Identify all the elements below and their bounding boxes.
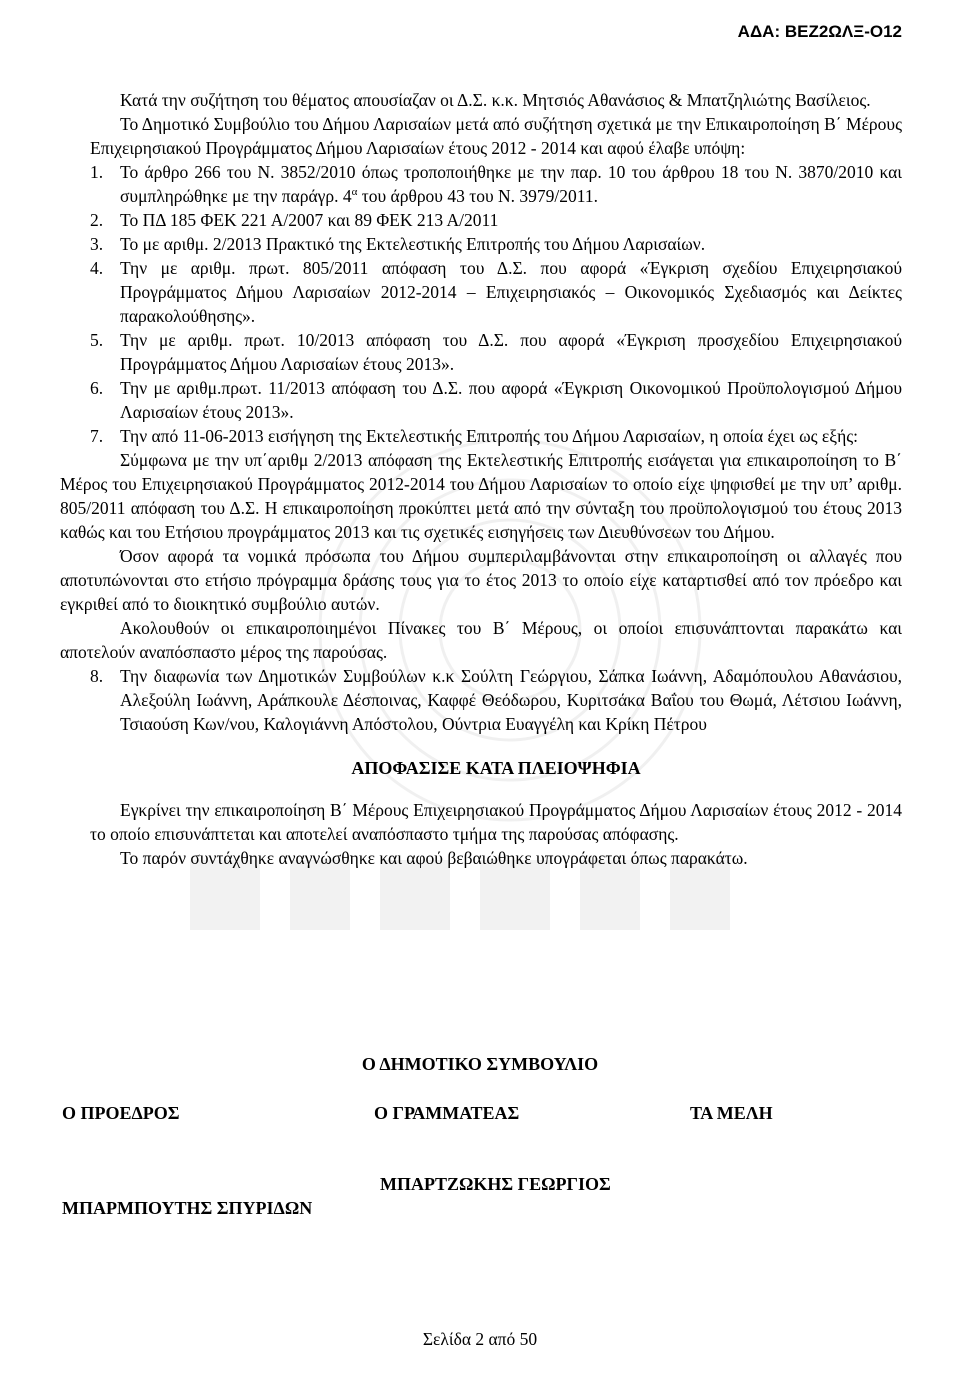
decision-paragraph: Εγκρίνει την επικαιροποίηση Β΄ Μέρους Επιχειρησιακού Προγράμματος Δήμου Λαρισαίων έτους 2012 - 2014 το οποίο επισυνάπτεται και αποτελεί αναπόσπαστο τμήμα της παρούσας απόφασης. (90, 800, 902, 844)
list-item-text: Την με αριθμ.πρωτ. 11/2013 απόφαση του Δ.Σ. που αφορά «Έγκριση Οικονομικού Προϋπολογισμού Δήμου Λαρισαίων έτους 2013». (120, 378, 902, 422)
list-item-number: 8. (90, 666, 104, 686)
proposal-paragraph: Ακολουθούν οι επικαιροποιημένοι Πίνακες του Β΄ Μέρους, οι οποίοι επισυνάπτονται παρακάτω και αποτελούν αναπόσπαστο μέρος της παρούσας. (60, 618, 902, 662)
ada-code: ΑΔΑ: ΒΕΖ2ΩΛΞ-Ο12 (737, 22, 902, 41)
superscript: α (351, 186, 358, 198)
list-item-text: Το με αριθμ. 2/2013 Πρακτικό της Εκτελεστικής Επιτροπής του Δήμου Λαρισαίων. (120, 234, 706, 254)
list-item-number: 5. (90, 330, 104, 350)
list-item (90, 232, 902, 256)
list-item (90, 328, 902, 376)
proposal-paragraph: Σύμφωνα με την υπ΄αριθμ 2/2013 απόφαση της Εκτελεστικής Επιτροπής εισάγεται για επικαιροποίηση το Β΄ Μέρος του Επιχειρησιακού Προγράμματος 2012-2014 του Δήμου Λαρισαίων το οποίο είχε ψηφισθεί με την υπ’ αριθμ. 805/2011 απόφαση του Δ.Σ. Η επικαιροποίηση προκύπτει μετά από την σύνταξη του προϋπολογισμού του έτους 2013 καθώς και του Ετήσιου προγράμματος 2013 και τις σχετικές εισηγήσεις των Διευθύνσεων του Δήμου. (60, 450, 902, 542)
list-item-number: 2. (90, 210, 104, 230)
proposal-paragraph: Όσον αφορά τα νομικά πρόσωπα του Δήμου συμπεριλαμβάνονται στην επικαιροποίηση οι αλλαγές που αποτυπώνονται στο ετήσιο πρόγραμμα δράσης τους για το έτος 2013 το οποίο είχε καταρτισθεί από τον πρόεδρο και εγκριθεί από το διοικητικό συμβούλιο αυτών. (60, 546, 902, 614)
list-item (90, 376, 902, 424)
council-intro-paragraph: Το Δημοτικό Συμβούλιο του Δήμου Λαρισαίων μετά από συζήτηση σχετικά με την Επικαιροποίηση Β΄ Μέρους Επιχειρησιακού Προγράμματος Δήμου Λαρισαίων έτους 2012 - 2014 και αφού έλαβε υπόψη: (90, 114, 902, 158)
list-item-number: 1. (90, 162, 104, 182)
list-item-number: 7. (90, 426, 104, 446)
document-body (60, 88, 902, 870)
members-title: ΤΑ ΜΕΛΗ (690, 1103, 773, 1123)
president-title: Ο ΠΡΟΕΔΡΟΣ (62, 1103, 180, 1123)
absent-members-paragraph: Κατά την συζήτηση του θέματος απουσίαζαν οι Δ.Σ. κ.κ. Μητσιός Αθανάσιος & Μπατζηλιώτης Βασίλειος. (120, 90, 871, 110)
list-item-number: 3. (90, 234, 104, 254)
list-item-text: Το άρθρο 266 του Ν. 3852/2010 όπως τροποποιήθηκε με την παρ. 10 του άρθρου 18 του Ν. 3870/2010 και συμπληρώθηκε με την παράγρ. $4^\alpha$ του άρθρου 43 του Ν. 3979/2011. (120, 162, 902, 206)
list-item-text: Την με αριθμ. πρωτ. 805/2011 απόφαση του Δ.Σ. που αφορά «Έγκριση σχεδίου Επιχειρησιακού Προγράμματος Δήμου Λαρισαίων 2012-2014 – Επιχειρησιακός – Οικονομικός Σχεδιασμός και Δείκτες παρακολούθησης». (120, 258, 902, 326)
list-item-text: Την από 11-06-2013 εισήγηση της Εκτελεστικής Επιτροπής του Δήμου Λαρισαίων, η οποία έχει ως εξής: (120, 426, 859, 446)
council-signature-heading: Ο ΔΗΜΟΤΙΚΟ ΣΥΜΒΟΥΛΙΟ (361, 1054, 599, 1074)
list-item-number: 6. (90, 378, 104, 398)
closing-paragraph: Το παρόν συντάχθηκε αναγνώσθηκε και αφού βεβαιώθηκε υπογράφεται όπως παρακάτω. (120, 848, 748, 868)
secretary-title: Ο ΓΡΑΜΜΑΤΕΑΣ (374, 1103, 520, 1123)
list-item (90, 424, 902, 448)
secretary-name: ΜΠΑΡΤΖΩΚΗΣ ΓΕΩΡΓΙΟΣ (380, 1174, 611, 1194)
list-item-text: Το ΠΔ 185 ΦΕΚ 221 Α/2007 και 89 ΦΕΚ 213 Α/2011 (120, 210, 499, 230)
president-name: ΜΠΑΡΜΠΟΥΤΗΣ ΣΠΥΡΙΔΩΝ (62, 1198, 313, 1218)
list-item (90, 664, 902, 736)
list-item (90, 160, 902, 208)
decision-heading: ΑΠΟΦΑΣΙΣΕ ΚΑΤΑ ΠΛΕΙΟΨΗΦΙΑ (351, 758, 641, 778)
list-item-text: Την με αριθμ. πρωτ. 10/2013 απόφαση του Δ.Σ. που αφορά «Έγκριση προσχεδίου Επιχειρησιακού Προγράμματος Δήμου Λαρισαίων έτους 2013». (120, 330, 902, 374)
list-item (90, 208, 902, 232)
page-number: Σελίδα 2 από 50 (422, 1329, 538, 1349)
list-item-number: 4. (90, 258, 104, 278)
list-item (90, 256, 902, 328)
list-item-text: Την διαφωνία των Δημοτικών Συμβούλων κ.κ Σούλτη Γεώργιου, Σάπκα Ιωάννη, Αδαμόπουλου Αθανάσιου, Αλεξούλη Ιωάννη, Αράπκουλε Δέσποινας, Καφφέ Θεόδωρου, Κυριτσάκα Βαΐου του Θωμά, Λέτσιου Ιωάννη, Τσιαούση Κων/νου, Καλογιάννη Απόστολου, Ούντρια Ευαγγέλη και Κρίκη Πέτρου (120, 666, 902, 734)
